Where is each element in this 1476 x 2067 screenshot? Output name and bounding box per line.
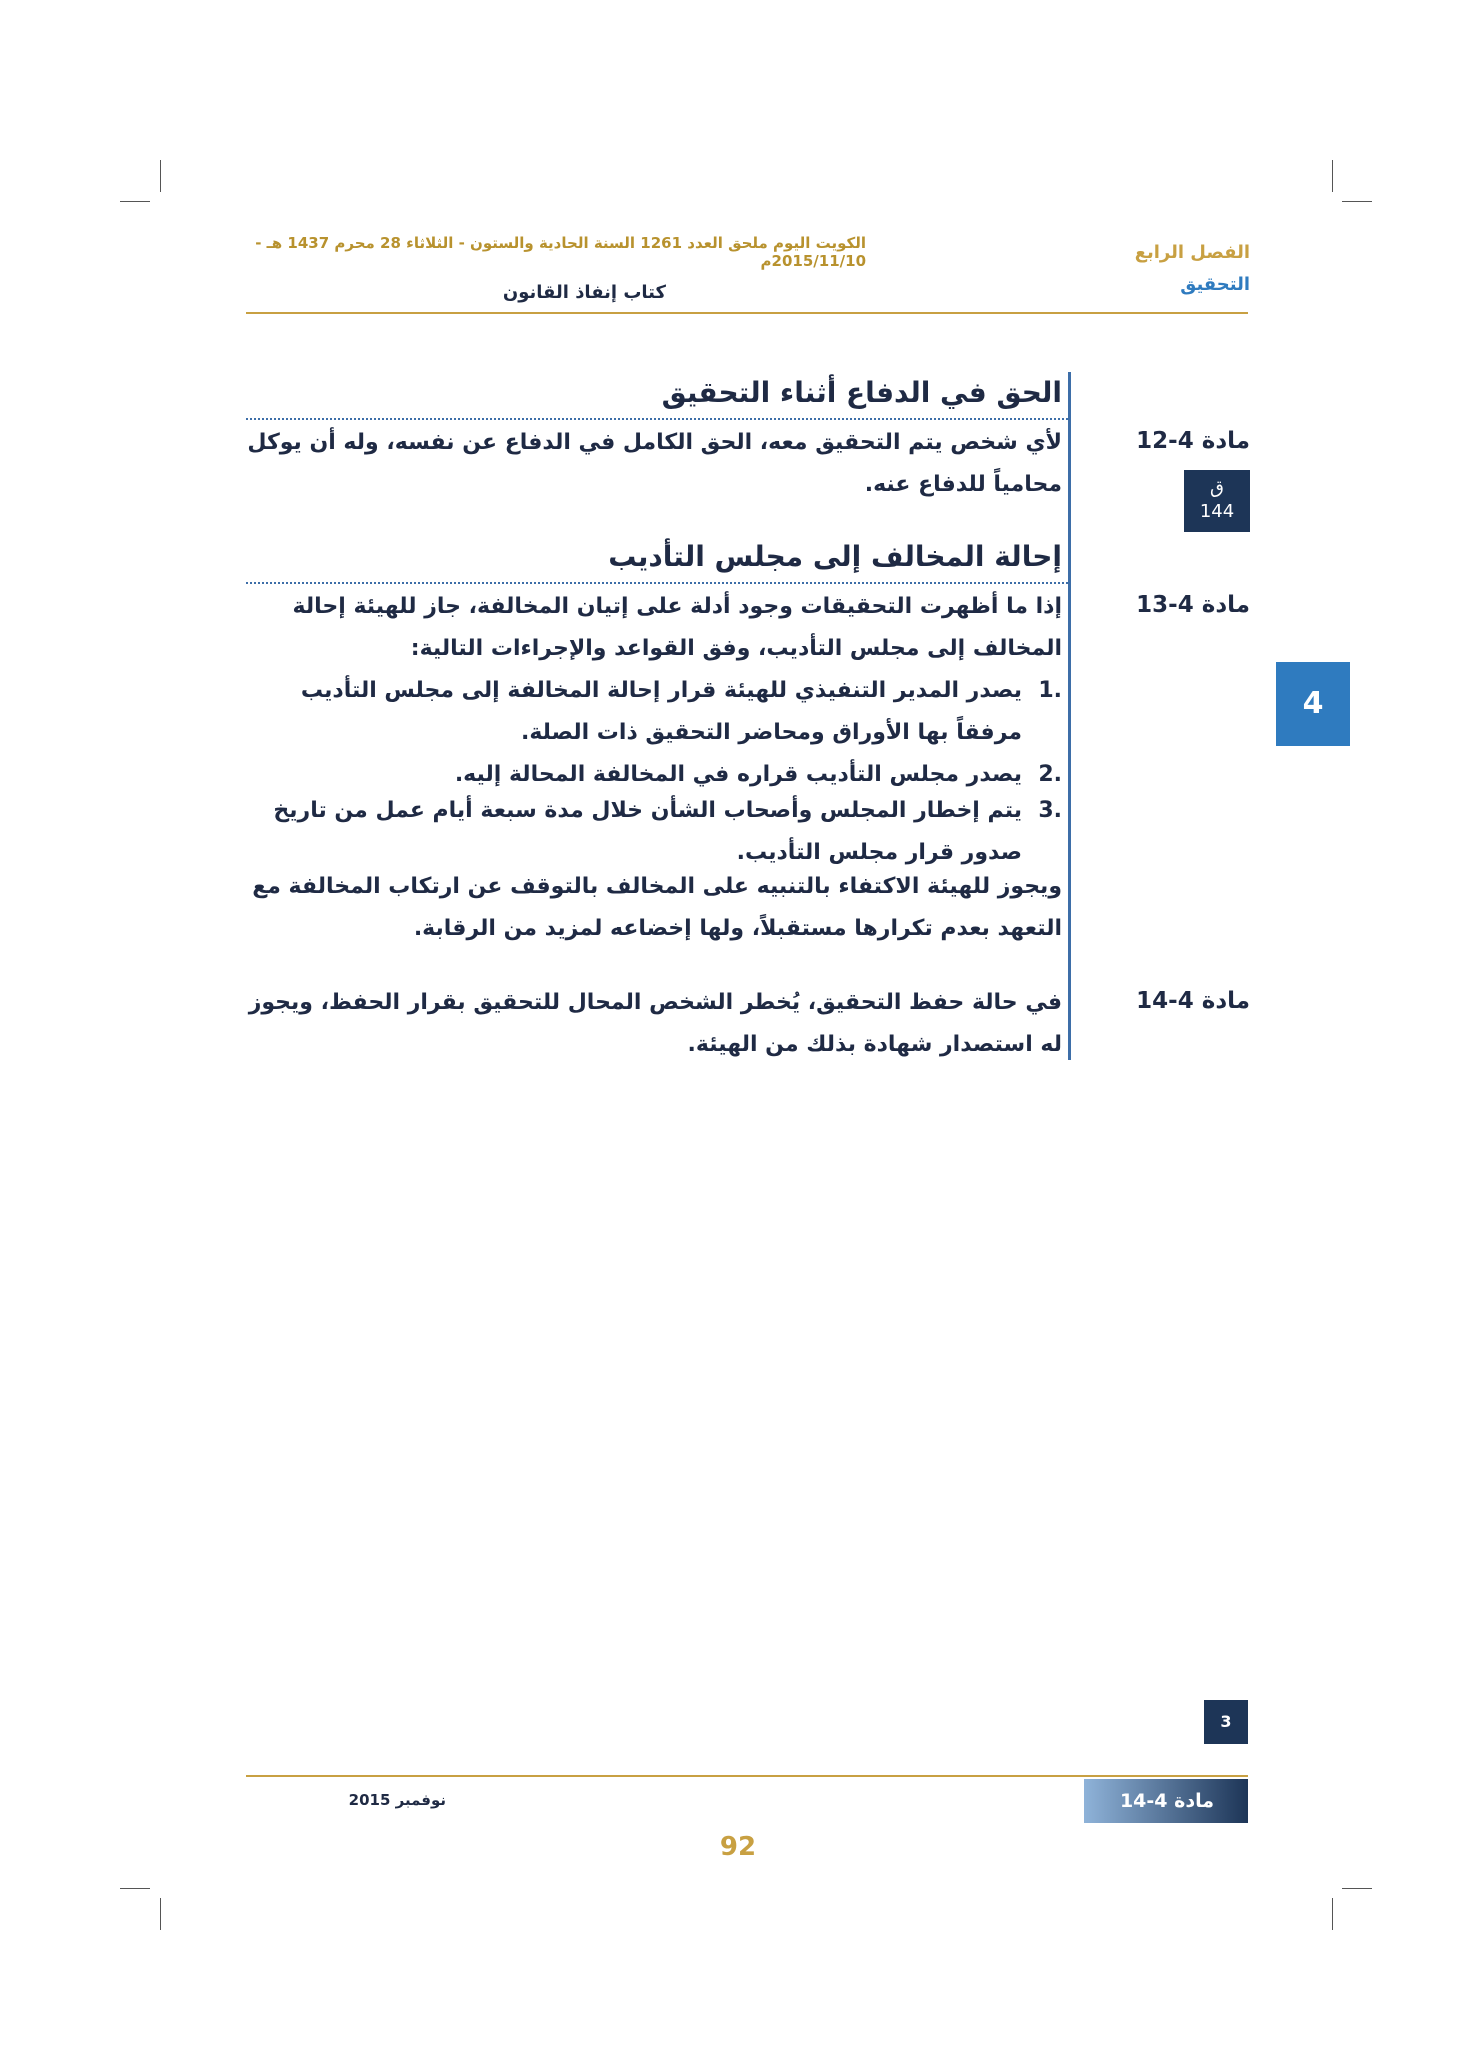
header-rule	[246, 312, 1248, 314]
crop-mark	[1342, 201, 1372, 202]
article-closing: ويجوز للهيئة الاكتفاء بالتنبيه على المخالف بالتوقف عن ارتكاب المخالفة مع التعهد بعدم تكرارها مستقبلاً، ولها إخضاعه لمزيد من الرقابة.	[252, 874, 1062, 941]
footer-date: نوفمبر 2015	[348, 1791, 446, 1809]
page-number: 92	[719, 1832, 757, 1862]
reference-label: ق	[1210, 477, 1224, 498]
list-item-text: يتم إخطار المجلس وأصحاب الشأن خلال مدة سبعة أيام عمل من تاريخ صدور قرار مجلس التأديب.	[273, 798, 1022, 865]
list-item-number: 2.	[1038, 762, 1062, 787]
list-item-number: 1.	[1038, 678, 1062, 703]
article-intro: إذا ما أظهرت التحقيقات وجود أدلة على إتيان المخالفة، جاز للهيئة إحالة المخالف إلى مجلس التأديب، وفق القواعد والإجراءات التالية:	[292, 594, 1062, 661]
section-heading: إحالة المخالف إلى مجلس التأديب	[608, 540, 1062, 573]
article-number: مادة 4-12	[1136, 428, 1250, 454]
chapter-tab: 4	[1276, 662, 1350, 746]
crop-mark	[120, 201, 150, 202]
dotted-rule	[246, 582, 1068, 584]
footer-article: مادة 4-14	[1084, 1779, 1248, 1823]
crop-mark	[120, 1888, 150, 1889]
list-item-number: 3.	[1038, 798, 1062, 823]
content-divider	[1068, 372, 1071, 1060]
book-title: كتاب إنفاذ القانون	[502, 282, 666, 303]
page-box: 3	[1204, 1700, 1248, 1744]
article-number: مادة 4-14	[1136, 988, 1250, 1014]
list-item	[246, 670, 1062, 754]
article-text: لأي شخص يتم التحقيق معه، الحق الكامل في الدفاع عن نفسه، وله أن يوكل محامياً للدفاع عنه.	[247, 430, 1062, 497]
gazette-line: الكويت اليوم ملحق العدد 1261 السنة الحادية والستون - الثلاثاء 28 محرم 1437 هـ - 2015/11/10م	[255, 234, 866, 270]
crop-mark	[1332, 1898, 1333, 1930]
footer-rule	[246, 1775, 1248, 1777]
reference-box	[1184, 470, 1250, 532]
crop-mark	[160, 1898, 161, 1930]
list-item-text: يصدر مجلس التأديب قراره في المخالفة المحالة إليه.	[454, 762, 1022, 787]
crop-mark	[160, 160, 161, 192]
crop-mark	[1332, 160, 1333, 192]
reference-number: 144	[1199, 501, 1235, 522]
article-text: في حالة حفظ التحقيق، يُخطر الشخص المحال للتحقيق بقرار الحفظ، ويجوز له استصدار شهادة بذلك من الهيئة.	[248, 990, 1062, 1057]
list-item	[246, 790, 1062, 874]
section-title: التحقيق	[1180, 274, 1250, 295]
chapter-title: الفصل الرابع	[1134, 242, 1250, 263]
section-heading: الحق في الدفاع أثناء التحقيق	[661, 376, 1062, 409]
crop-mark	[1342, 1888, 1372, 1889]
article-number: مادة 4-13	[1136, 592, 1250, 618]
list-item-text: يصدر المدير التنفيذي للهيئة قرار إحالة المخالفة إلى مجلس التأديب مرفقاً بها الأوراق ومحاضر التحقيق ذات الصلة.	[300, 678, 1022, 745]
dotted-rule	[246, 418, 1068, 420]
